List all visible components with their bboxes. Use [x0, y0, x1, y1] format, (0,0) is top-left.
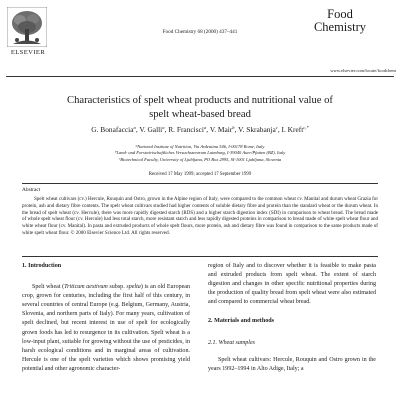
affiliation-text: National Institute of Nutrition, Via Ardeatina 546, I-00178 Rome, Italy	[137, 144, 265, 149]
introduction-paragraph	[22, 283, 190, 374]
affiliation-list	[0, 144, 400, 163]
author-affiliation-mark: c,*	[303, 125, 309, 130]
elsevier-tree-logo	[7, 7, 47, 47]
received-dates: Received 17 May 1999; accepted 17 September 1999	[148, 172, 252, 177]
journal-name-line-1: Food	[327, 7, 353, 21]
body-column-right	[208, 262, 376, 374]
journal-url[interactable]: www.elsevier.com/locate/foodchem	[330, 68, 396, 73]
author-name: R. Francisci	[168, 125, 204, 134]
author-affiliation-mark: a	[203, 125, 207, 130]
affiliation-text: Biotechnical Faculty, University of Ljubljana, PO Box 2995, SI-1001 Ljubljana, Slovenia	[120, 156, 282, 162]
author-name: V. Mair	[209, 125, 233, 134]
intro-text-start: Spelt wheat (	[32, 284, 65, 291]
author-name: G. Bonafaccia	[91, 125, 134, 134]
intro-text-subsp: subsp.	[107, 284, 127, 291]
affiliation-line	[0, 157, 400, 163]
author-affiliation-mark: a	[162, 125, 165, 130]
journal-name	[305, 8, 375, 34]
body-column-left	[22, 262, 190, 374]
journal-name-line-2: Chemistry	[313, 20, 367, 34]
species-name: Triticum aestivum	[64, 284, 108, 291]
section-heading-methods: 2. Materials and methods	[208, 318, 275, 325]
article-title-line-1: Characteristics of spelt wheat products and nutritional value of	[67, 95, 333, 106]
journal-header	[0, 0, 400, 84]
publisher-name: ELSEVIER	[10, 49, 46, 56]
author-affiliation-mark: a	[133, 125, 136, 130]
author-affiliation-mark: b	[232, 125, 235, 130]
header-divider	[6, 76, 394, 77]
abstract-bottom-divider	[22, 256, 378, 257]
author-name: I. Kreft	[281, 125, 304, 134]
author-name: V. Galli	[139, 125, 163, 134]
author-affiliation-mark: c	[275, 125, 278, 130]
author-name: V. Skrabanja	[238, 125, 276, 134]
author-list: G. Bonafaccia$^a$, V. Galli$^a$, R. Francisci$^a$, V. Mair$^b$, V. Skrabanja$^c$, I. Kreft$^{c,*}$	[91, 125, 309, 134]
abstract-top-divider	[22, 183, 378, 184]
affiliation-mark: a	[135, 143, 138, 148]
wheat-samples-paragraph: Spelt wheat cultivars: Hercule, Rouquin and Ostro grown in the years 1992–1994 in Alto Adige, Italy; a	[208, 356, 376, 372]
subsection-heading-wheat-samples: 2.1. Wheat samples	[208, 339, 256, 346]
abstract-text: Spelt wheat cultivars (cv.) Hercule, Rouquin and Ostro, grown in the Alpine region of Italy, were compared to the common wheat cv. Manital and durum wheat Grazia for protein, ash and dietary fibre contents. The spelt wheat cultivars studied had higher contents of soluble dietary fibre and protein than the standard wheat or the durum wheat. In the bread of spelt wheat (cv. Hercule), there was more rapidly digested starch (RDS) and a higher starch digestion index (SDI) in comparison to wheat bread. The bread made of whole spelt wheat flour (cv. Hercule) had less total starch, more resistant starch and less rapidly digested proteins in comparison to bread made of white spelt wheat flour and white wheat flour (cv. Manital). In pasta and extruded products of whole spelt flours, more protein, ash and dietary fibre was found in comparison to the same products made of white spelt wheat flour. © 2000 Elsevier Science Ltd. All rights reserved.	[22, 196, 378, 236]
affiliation-mark: c	[118, 156, 121, 160]
intro-text-rest: ) is an old European crop, grown for centuries, including the first half of this century, in several countries of central Europe (e.g. Belgium, Germany, Austria, Slovenia, and northern parts of Italy). For many years, cultivation of spelt declined, but recent interest in use of spelt for ecologically grown foods has led to resurgence in its cultivation. Spelt wheat is a low-input plant, suitable for growing without the use of pesticides, in harsh ecological conditions and in marginal areas of cultivation. Hercule is one of the spelt varieties which shows promising yield potential and other agronomic character-	[22, 284, 191, 372]
article-title	[20, 94, 380, 121]
section-heading-introduction: 1. Introduction	[22, 263, 62, 269]
continued-paragraph: region of Italy and to discover whether it is feasible to make pasta and extruded products from spelt wheat. The extent of starch digestion and changes in other specific nutritional properties during the production of quality bread from spelt wheat were also estimated and compared to commercial wheat bread.	[208, 263, 376, 306]
abstract-heading: Abstract	[22, 187, 41, 193]
subspecies-name: spelta	[126, 284, 141, 291]
journal-citation: Food Chemistry 68 (2000) 437–441	[162, 29, 238, 35]
affiliation-mark: b	[114, 149, 117, 154]
affiliation-text: Land- und Forstwirtschaftliches Versuchszentrum Laimburg, I-39040 Auer/Pfatten (BZ), Italy	[116, 150, 286, 156]
article-title-line-2: spelt wheat-based bread	[149, 108, 251, 120]
